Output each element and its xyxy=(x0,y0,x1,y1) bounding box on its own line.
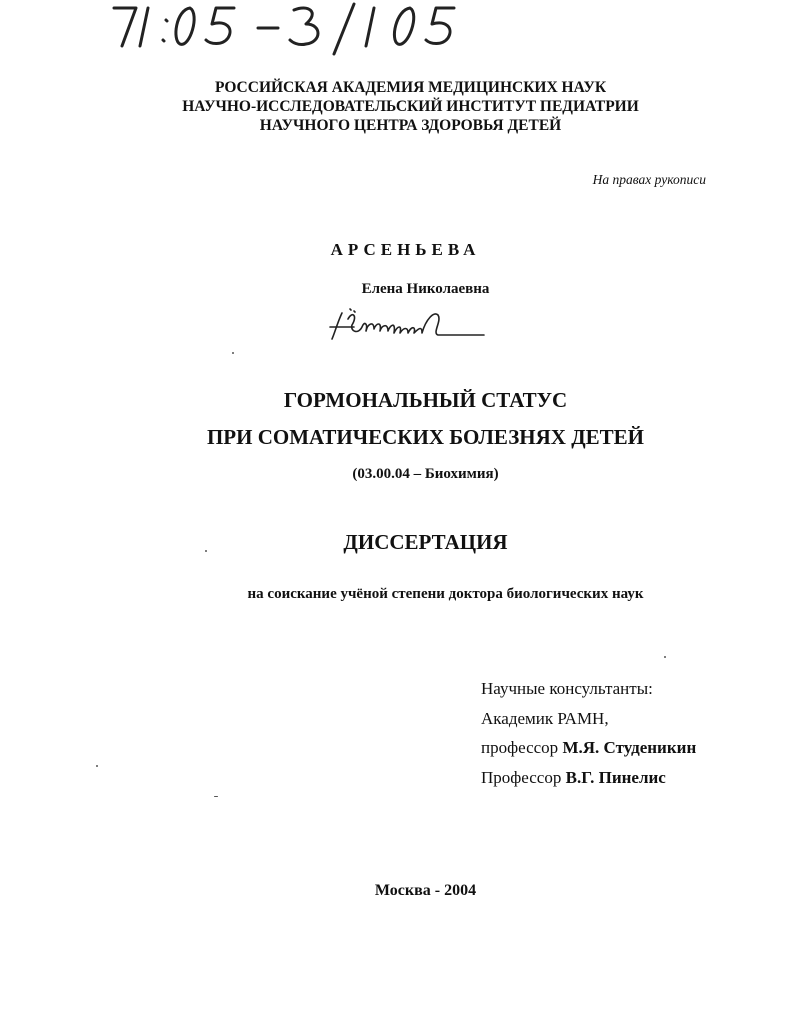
rights-note: На правах рукописи xyxy=(592,172,706,187)
scan-speck xyxy=(664,656,666,658)
institution-line-1: РОССИЙСКАЯ АКАДЕМИЯ МЕДИЦИНСКИХ НАУК xyxy=(214,79,607,96)
consultants-heading: Научные консультанты: xyxy=(481,679,653,698)
institution-line-3: НАУЧНОГО ЦЕНТРА ЗДОРОВЬЯ ДЕТЕЙ xyxy=(259,117,562,134)
institution-block xyxy=(0,78,791,135)
consultant-2-name: В.Г. Пинелис xyxy=(565,767,666,787)
signature-drawing xyxy=(328,305,488,345)
degree-line: на соискание учёной степени доктора биологических наук xyxy=(247,586,644,602)
consultant-1-title: Академик РАМН, xyxy=(481,708,609,728)
scan-speck xyxy=(232,352,234,354)
archive-number-handwritten xyxy=(108,0,468,56)
title-line-1: ГОРМОНАЛЬНЫЙ СТАТУС xyxy=(283,388,568,412)
institution-line-2: НАУЧНО-ИССЛЕДОВАТЕЛЬСКИЙ ИНСТИТУТ ПЕДИАТРИИ xyxy=(182,98,639,115)
author-signature xyxy=(328,305,488,345)
scan-speck xyxy=(205,550,207,552)
scan-speck xyxy=(96,765,98,767)
consultant-2 xyxy=(481,763,696,793)
consultant-1-prefix: профессор xyxy=(481,738,559,757)
consultant-1-name: М.Я. Студеникин xyxy=(562,738,697,757)
title-line-2: ПРИ СОМАТИЧЕСКИХ БОЛЕЗНЯХ ДЕТЕЙ xyxy=(206,425,645,449)
archive-number-drawing xyxy=(108,0,468,56)
consultant-2-prefix: Профессор xyxy=(481,767,562,787)
consultant-1 xyxy=(481,733,696,763)
specialty-code: (03.00.04 – Биохимия) xyxy=(352,466,499,482)
scan-speck xyxy=(214,796,218,797)
author-surname: АРСЕНЬЕВА xyxy=(330,240,481,259)
document-type: ДИССЕРТАЦИЯ xyxy=(343,530,508,554)
dissertation-title xyxy=(0,382,791,456)
place-and-year: Москва - 2004 xyxy=(374,882,477,899)
author-given-names: Елена Николаевна xyxy=(361,281,490,297)
consultants-block xyxy=(481,674,696,792)
